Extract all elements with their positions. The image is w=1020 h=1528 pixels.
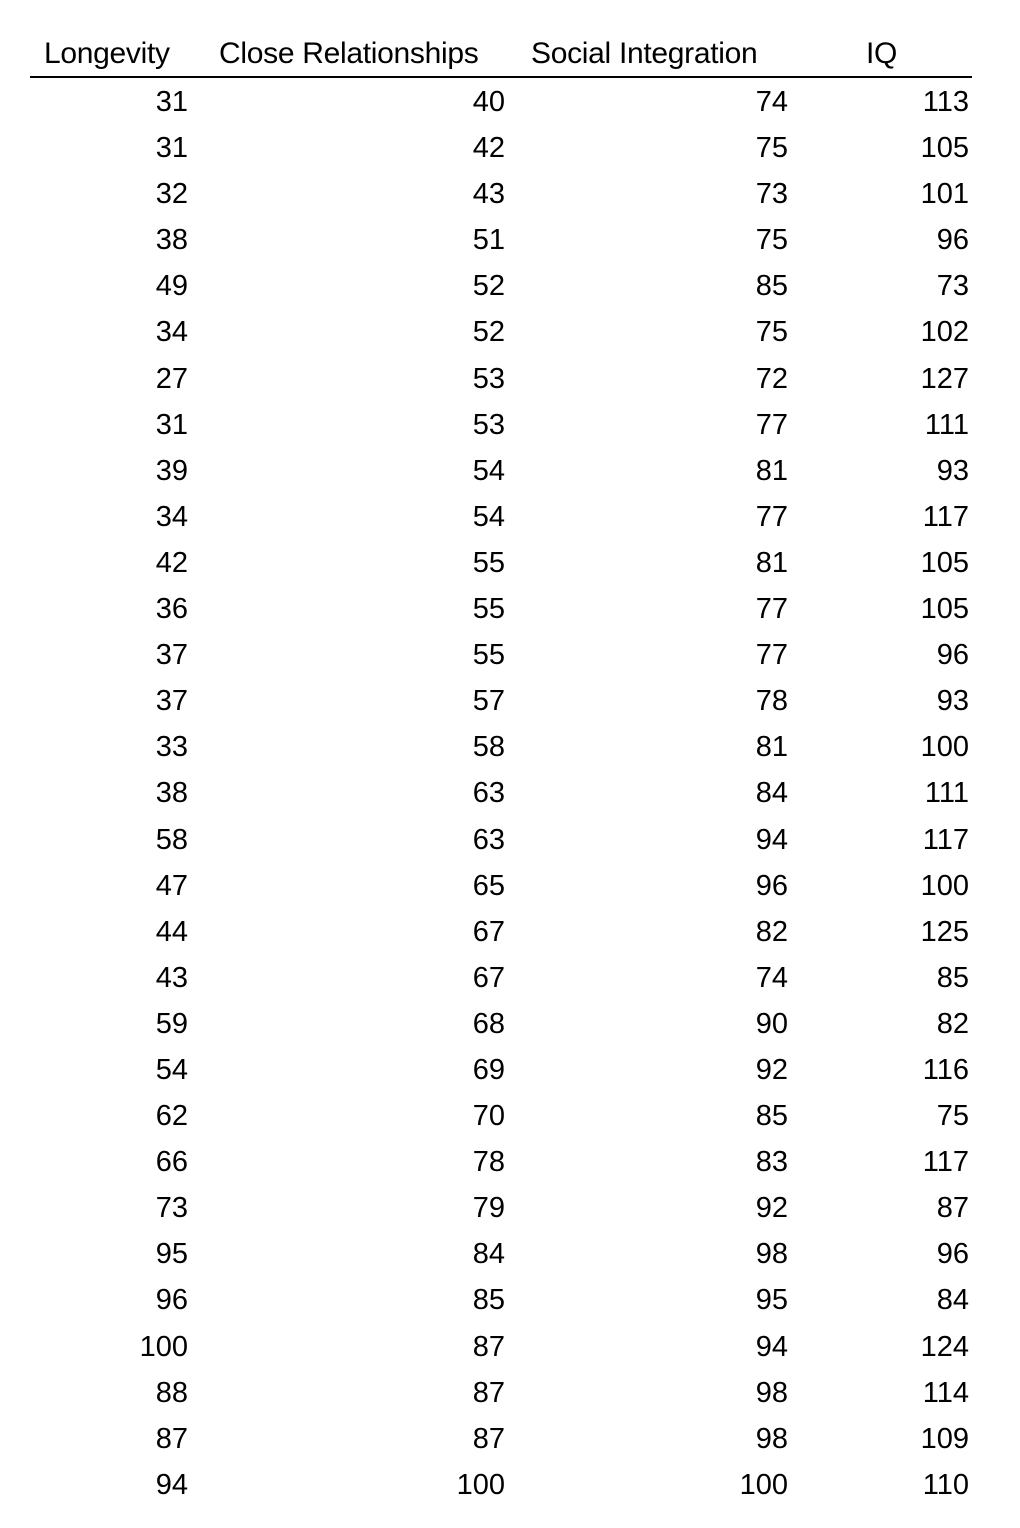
cell-social-integration: 81	[755, 454, 788, 487]
cell-longevity: 59	[155, 1007, 188, 1040]
cell-iq: 96	[936, 1238, 969, 1271]
table-row	[0, 678, 1020, 724]
table-row	[0, 1093, 1020, 1139]
cell-social-integration: 90	[755, 1007, 788, 1040]
cell-iq: 84	[936, 1284, 969, 1317]
cell-iq: 127	[920, 362, 969, 395]
table-row	[0, 955, 1020, 1001]
cell-close-relationships: 87	[472, 1376, 505, 1409]
table-row	[0, 909, 1020, 955]
cell-close-relationships: 100	[456, 1468, 505, 1501]
table-row	[0, 1462, 1020, 1508]
cell-social-integration: 92	[755, 1053, 788, 1086]
cell-social-integration: 96	[755, 869, 788, 902]
cell-close-relationships: 70	[472, 1100, 505, 1133]
table-row	[0, 356, 1020, 402]
cell-close-relationships: 87	[472, 1422, 505, 1455]
table-row	[0, 125, 1020, 171]
cell-longevity: 54	[155, 1053, 188, 1086]
table-row	[0, 1416, 1020, 1462]
table-row	[0, 540, 1020, 586]
cell-close-relationships: 40	[472, 86, 505, 118]
cell-close-relationships: 85	[472, 1284, 505, 1317]
cell-close-relationships: 65	[472, 869, 505, 902]
cell-social-integration: 78	[755, 685, 788, 718]
cell-longevity: 37	[155, 639, 188, 672]
cell-longevity: 66	[155, 1146, 188, 1179]
cell-social-integration: 77	[755, 408, 788, 441]
cell-social-integration: 75	[755, 132, 788, 165]
table-row	[0, 309, 1020, 355]
table-body	[0, 79, 1020, 1508]
cell-iq: 87	[936, 1192, 969, 1225]
cell-longevity: 31	[155, 132, 188, 165]
cell-iq: 96	[936, 639, 969, 672]
cell-longevity: 47	[155, 869, 188, 902]
cell-social-integration: 75	[755, 224, 788, 257]
cell-social-integration: 94	[755, 823, 788, 856]
cell-iq: 114	[922, 1376, 969, 1409]
table-row	[0, 1324, 1020, 1370]
cell-close-relationships: 55	[472, 546, 505, 579]
cell-close-relationships: 58	[472, 731, 505, 764]
cell-social-integration: 84	[755, 777, 788, 810]
cell-close-relationships: 63	[472, 777, 505, 810]
cell-social-integration: 92	[755, 1192, 788, 1225]
table-row	[0, 1139, 1020, 1185]
cell-close-relationships: 54	[472, 500, 505, 533]
cell-longevity: 31	[155, 408, 188, 441]
table-row	[0, 1185, 1020, 1231]
cell-close-relationships: 53	[472, 362, 505, 395]
header-divider	[30, 76, 972, 78]
column-header-social-integration: Social Integration	[531, 37, 758, 70]
table-row	[0, 402, 1020, 448]
cell-iq: 105	[920, 546, 969, 579]
cell-social-integration: 72	[755, 362, 788, 395]
table-row	[0, 494, 1020, 540]
cell-longevity: 34	[155, 500, 188, 533]
cell-close-relationships: 51	[472, 224, 505, 257]
cell-longevity: 49	[155, 270, 188, 303]
cell-close-relationships: 52	[472, 316, 505, 349]
cell-social-integration: 77	[755, 500, 788, 533]
cell-longevity: 42	[155, 546, 188, 579]
cell-social-integration: 98	[755, 1422, 788, 1455]
cell-social-integration: 83	[755, 1146, 788, 1179]
cell-longevity: 58	[155, 823, 188, 856]
column-header-close-relationships: Close Relationships	[219, 37, 479, 70]
table-row	[0, 817, 1020, 863]
cell-iq: 96	[936, 224, 969, 257]
cell-social-integration: 81	[755, 546, 788, 579]
cell-iq: 100	[920, 731, 969, 764]
cell-close-relationships: 87	[472, 1330, 505, 1363]
cell-social-integration: 98	[755, 1376, 788, 1409]
cell-longevity: 27	[155, 362, 188, 395]
cell-close-relationships: 79	[472, 1192, 505, 1225]
cell-longevity: 87	[155, 1422, 188, 1455]
cell-close-relationships: 69	[472, 1053, 505, 1086]
cell-longevity: 38	[155, 777, 188, 810]
cell-social-integration: 85	[755, 1100, 788, 1133]
cell-close-relationships: 54	[472, 454, 505, 487]
cell-longevity: 95	[155, 1238, 188, 1271]
table-header-row	[0, 30, 1020, 78]
cell-longevity: 37	[155, 685, 188, 718]
table-row	[0, 448, 1020, 494]
cell-social-integration: 73	[755, 178, 788, 211]
cell-iq: 105	[920, 593, 969, 626]
table-row	[0, 586, 1020, 632]
table-row	[0, 217, 1020, 263]
cell-iq: 113	[922, 86, 969, 118]
cell-close-relationships: 55	[472, 593, 505, 626]
cell-longevity: 34	[155, 316, 188, 349]
cell-longevity: 36	[155, 593, 188, 626]
cell-iq: 101	[920, 178, 969, 211]
cell-close-relationships: 42	[472, 132, 505, 165]
cell-iq: 85	[936, 961, 969, 994]
cell-social-integration: 100	[739, 1468, 788, 1501]
cell-close-relationships: 78	[472, 1146, 505, 1179]
cell-close-relationships: 84	[472, 1238, 505, 1271]
cell-iq: 116	[922, 1053, 969, 1086]
cell-iq: 117	[922, 500, 969, 533]
cell-social-integration: 82	[755, 915, 788, 948]
cell-iq: 110	[922, 1468, 969, 1501]
cell-longevity: 39	[155, 454, 188, 487]
cell-social-integration: 74	[755, 86, 788, 118]
cell-close-relationships: 63	[472, 823, 505, 856]
table-row	[0, 770, 1020, 816]
cell-iq: 93	[936, 685, 969, 718]
cell-iq: 102	[920, 316, 969, 349]
cell-social-integration: 98	[755, 1238, 788, 1271]
cell-close-relationships: 57	[472, 685, 505, 718]
cell-iq: 111	[924, 408, 969, 441]
column-header-longevity: Longevity	[44, 37, 170, 70]
cell-close-relationships: 43	[472, 178, 505, 211]
table-row	[0, 1001, 1020, 1047]
cell-close-relationships: 67	[472, 961, 505, 994]
cell-longevity: 100	[139, 1330, 188, 1363]
table-row	[0, 1370, 1020, 1416]
cell-iq: 124	[920, 1330, 969, 1363]
cell-longevity: 43	[155, 961, 188, 994]
cell-close-relationships: 68	[472, 1007, 505, 1040]
cell-longevity: 96	[155, 1284, 188, 1317]
table-row	[0, 724, 1020, 770]
table-row	[0, 263, 1020, 309]
table-row	[0, 1231, 1020, 1277]
cell-iq: 73	[936, 270, 969, 303]
cell-close-relationships: 55	[472, 639, 505, 672]
cell-longevity: 31	[155, 86, 188, 118]
cell-iq: 109	[920, 1422, 969, 1455]
cell-close-relationships: 67	[472, 915, 505, 948]
table-row	[0, 171, 1020, 217]
cell-close-relationships: 53	[472, 408, 505, 441]
cell-longevity: 44	[155, 915, 188, 948]
cell-iq: 117	[922, 1146, 969, 1179]
cell-iq: 111	[924, 777, 969, 810]
cell-social-integration: 77	[755, 639, 788, 672]
cell-social-integration: 74	[755, 961, 788, 994]
cell-close-relationships: 52	[472, 270, 505, 303]
cell-longevity: 94	[155, 1468, 188, 1501]
table-row	[0, 1277, 1020, 1323]
cell-iq: 75	[936, 1100, 969, 1133]
table-row	[0, 863, 1020, 909]
cell-iq: 125	[920, 915, 969, 948]
cell-iq: 117	[922, 823, 969, 856]
cell-longevity: 38	[155, 224, 188, 257]
cell-social-integration: 75	[755, 316, 788, 349]
cell-social-integration: 77	[755, 593, 788, 626]
cell-longevity: 73	[155, 1192, 188, 1225]
table-row	[0, 1047, 1020, 1093]
cell-longevity: 88	[155, 1376, 188, 1409]
table-row	[0, 79, 1020, 125]
cell-longevity: 62	[155, 1100, 188, 1133]
table-row	[0, 632, 1020, 678]
cell-longevity: 32	[155, 178, 188, 211]
cell-iq: 93	[936, 454, 969, 487]
cell-social-integration: 85	[755, 270, 788, 303]
cell-social-integration: 81	[755, 731, 788, 764]
cell-iq: 82	[936, 1007, 969, 1040]
cell-social-integration: 95	[755, 1284, 788, 1317]
cell-iq: 100	[920, 869, 969, 902]
column-header-iq: IQ	[866, 37, 898, 70]
cell-longevity: 33	[155, 731, 188, 764]
cell-social-integration: 94	[755, 1330, 788, 1363]
cell-iq: 105	[920, 132, 969, 165]
